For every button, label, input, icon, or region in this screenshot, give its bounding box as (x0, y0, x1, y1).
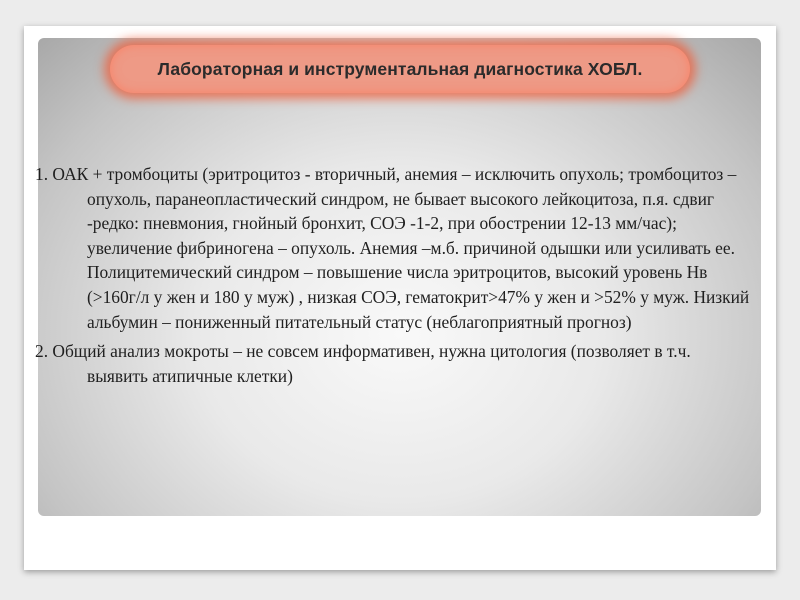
slide-title: Лабораторная и инструментальная диагностика ХОБЛ. (157, 58, 643, 79)
paragraph-sputum: 2. Общий анализ мокроты – не совсем информативен, нужна цитология (позволяет в т.ч. выявить атипичные клетки) (35, 341, 691, 386)
title-banner (110, 45, 690, 93)
paragraph-cbc: 1. ОАК + тромбоциты (эритроцитоз - вторичный, анемия – исключить опухоль; тромбоцитоз – опухоль, паранеопластический синдром, не бывает высокого лейкоцитоза, п.я. сдвиг -редко: пневмония, гнойный бронхит, СОЭ -1-2, при обострении 12-13 мм/час); увеличение фибриногена – опухоль. Анемия –м.б. причиной одышки или усиливать ее. Полицитемический синдром – повышение числа эритроцитов, высокий уровень Нв (>160г/л у жен и 180 у муж) , низкая СОЭ, гематокрит>47% у жен и >52% у муж. Низкий альбумин – пониженный питательный статус (неблагоприятный прогноз) (35, 164, 750, 332)
slide-body (35, 162, 753, 393)
